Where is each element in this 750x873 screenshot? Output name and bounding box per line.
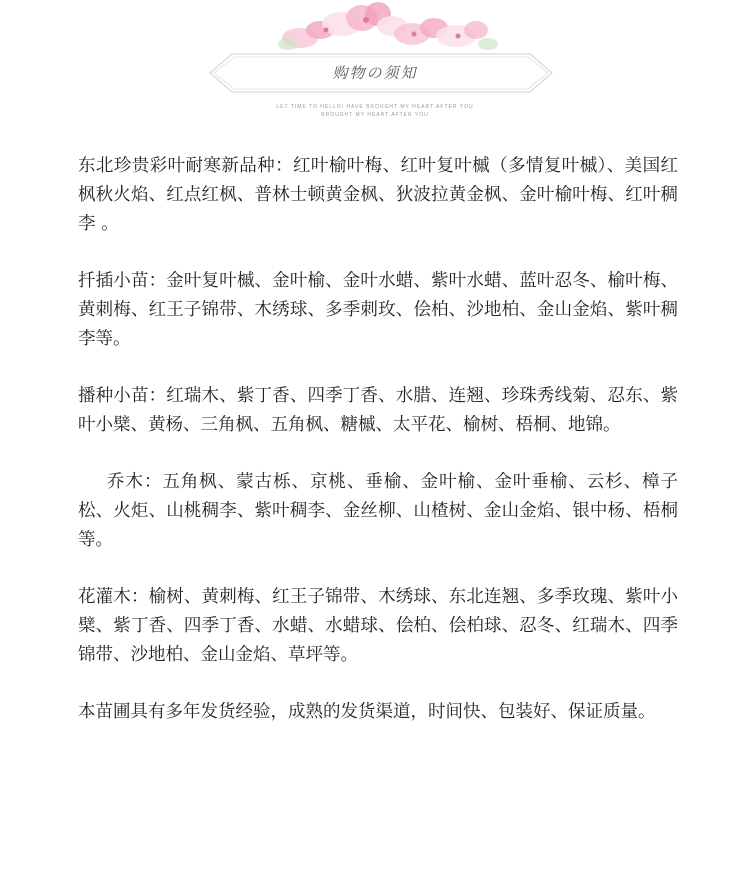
paragraph-cutting-seedlings: 扦插小苗：金叶复叶槭、金叶榆、金叶水蜡、紫叶水蜡、蓝叶忍冬、榆叶梅、黄刺梅、红王子锦带、木绣球、多季刺玫、侩柏、沙地柏、金山金焰、紫叶稠李等。 (78, 271, 678, 349)
banner-subtitle-line1: LET TIME TO HELLO! HAVE BROUGHT MY HEART AFTER YOU (276, 104, 474, 110)
flower-decoration-icon (278, 2, 498, 50)
banner-subtitle-line2: BROUGHT MY HEART AFTER YOU (321, 112, 429, 118)
notice-content (78, 152, 678, 755)
banner-title: 购物の须知 (332, 64, 418, 82)
paragraph-shipping-experience: 本苗圃具有多年发货经验，成熟的发货渠道，时间快、包装好、保证质量。 (78, 702, 656, 722)
paragraph-flowering-shrubs: 花灌木：榆树、黄刺梅、红王子锦带、木绣球、东北连翘、多季玫瑰、紫叶小檗、紫丁香、四季丁香、水蜡、水蜡球、侩柏、侩柏球、忍冬、红瑞木、四季锦带、沙地柏、金山金焰、草坪等。 (78, 587, 678, 665)
paragraph-new-varieties: 东北珍贵彩叶耐寒新品种：红叶榆叶梅、红叶复叶槭（多情复叶槭）、美国红枫秋火焰、红点红枫、普林士顿黄金枫、狄波拉黄金枫、金叶榆叶梅、红叶稠李 。 (78, 156, 678, 234)
paragraph-sowing-seedlings: 播种小苗：红瑞木、紫丁香、四季丁香、水腊、连翘、珍珠秀线菊、忍东、紫叶小檗、黄杨、三角枫、五角枫、糖槭、太平花、榆树、梧桐、地锦。 (78, 386, 678, 435)
paragraph-trees: 乔木：五角枫、蒙古栎、京桃、垂榆、金叶榆、金叶垂榆、云杉、樟子松、火炬、山桃稠李、紫叶稠李、金丝柳、山楂树、金山金焰、银中杨、梧桐等。 (78, 472, 678, 550)
header-banner (0, 0, 750, 130)
